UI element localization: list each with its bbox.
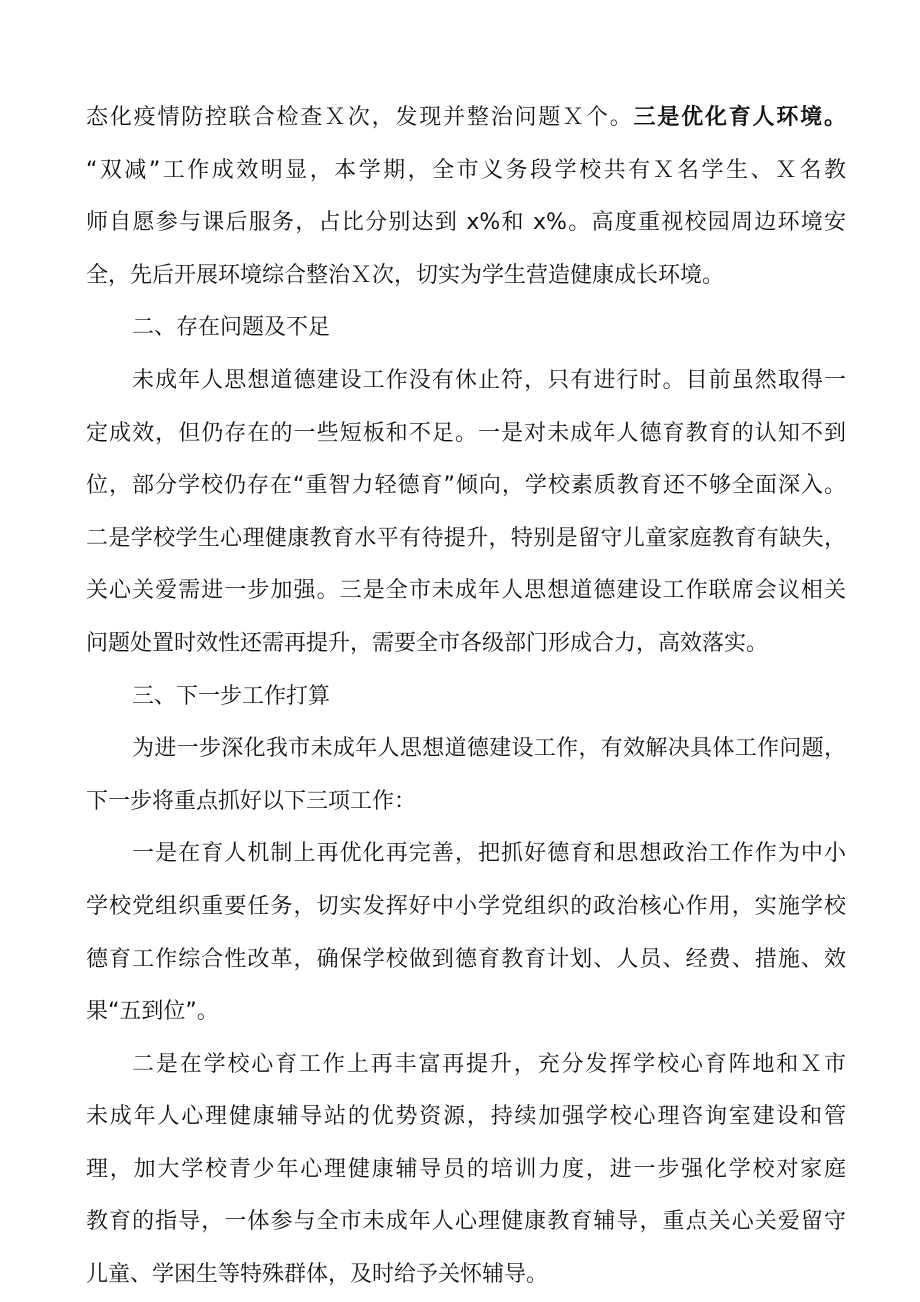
paragraph-line: 果“五到位”。	[86, 999, 219, 1025]
paragraph-line: 定成效，但仍存在的一些短板和不足。一是对未成年人德育教育的认知不到	[86, 420, 846, 446]
paragraph-line: 德育工作综合性改革，确保学校做到德育教育计划、人员、经费、措施、效	[86, 946, 846, 972]
paragraph-line: 未成年人心理健康辅导站的优势资源，持续加强学校心理咨询室建设和管	[86, 1104, 846, 1130]
paragraph-line: “双减”工作成效明显，本学期，全市义务段学校共有Ｘ名学生、Ｘ名教	[86, 157, 846, 183]
paragraph-line	[86, 92, 846, 145]
paragraph-line: 为进一步深化我市未成年人思想道德建设工作，有效解决具体工作问题，	[132, 736, 846, 762]
paragraph-line: 师自愿参与课后服务，占比分别达到 x%和 x%。高度重视校园周边环境安	[86, 210, 846, 236]
paragraph-line: 未成年人思想道德建设工作没有休止符，只有进行时。目前虽然取得一	[132, 367, 846, 393]
paragraph-line: 二是学校学生心理健康教育水平有待提升，特别是留守儿童家庭教育有缺失，	[86, 525, 846, 551]
paragraph-line: 教育的指导，一体参与全市未成年人心理健康教育辅导，重点关心关爱留守	[86, 1209, 846, 1235]
text-run: 态化疫情防控联合检查Ｘ次，发现并整治问题Ｘ个。	[86, 105, 634, 130]
paragraph-line: 位，部分学校仍存在“重智力轻德育”倾向，学校素质教育还不够全面深入。	[86, 473, 846, 499]
bold-text-run: 三是优化育人环境。	[633, 105, 846, 130]
paragraph-line: 学校党组织重要任务，切实发挥好中小学党组织的政治核心作用，实施学校	[86, 893, 846, 919]
paragraph-line: 二是在学校心育工作上再丰富再提升，充分发挥学校心育阵地和Ｘ市	[132, 1051, 846, 1077]
paragraph-line: 儿童、学困生等特殊群体，及时给予关怀辅导。	[86, 1262, 549, 1288]
paragraph-line: 理，加大学校青少年心理健康辅导员的培训力度，进一步强化学校对家庭	[86, 1156, 846, 1182]
paragraph-line: 下一步将重点抓好以下三项工作：	[86, 788, 417, 814]
section-heading-next-steps: 三、下一步工作打算	[132, 683, 331, 709]
paragraph-line: 全，先后开展环境综合整治Ｘ次，切实为学生营造健康成长环境。	[86, 262, 725, 288]
section-heading-problems: 二、存在问题及不足	[132, 315, 331, 341]
document-page	[86, 92, 846, 1302]
paragraph-line: 问题处置时效性还需再提升，需要全市各级部门形成合力，高效落实。	[86, 630, 769, 656]
paragraph-line: 一是在育人机制上再优化再完善，把抓好德育和思想政治工作作为中小	[132, 841, 846, 867]
paragraph-line: 关心关爱需进一步加强。三是全市未成年人思想道德建设工作联席会议相关	[86, 578, 846, 604]
